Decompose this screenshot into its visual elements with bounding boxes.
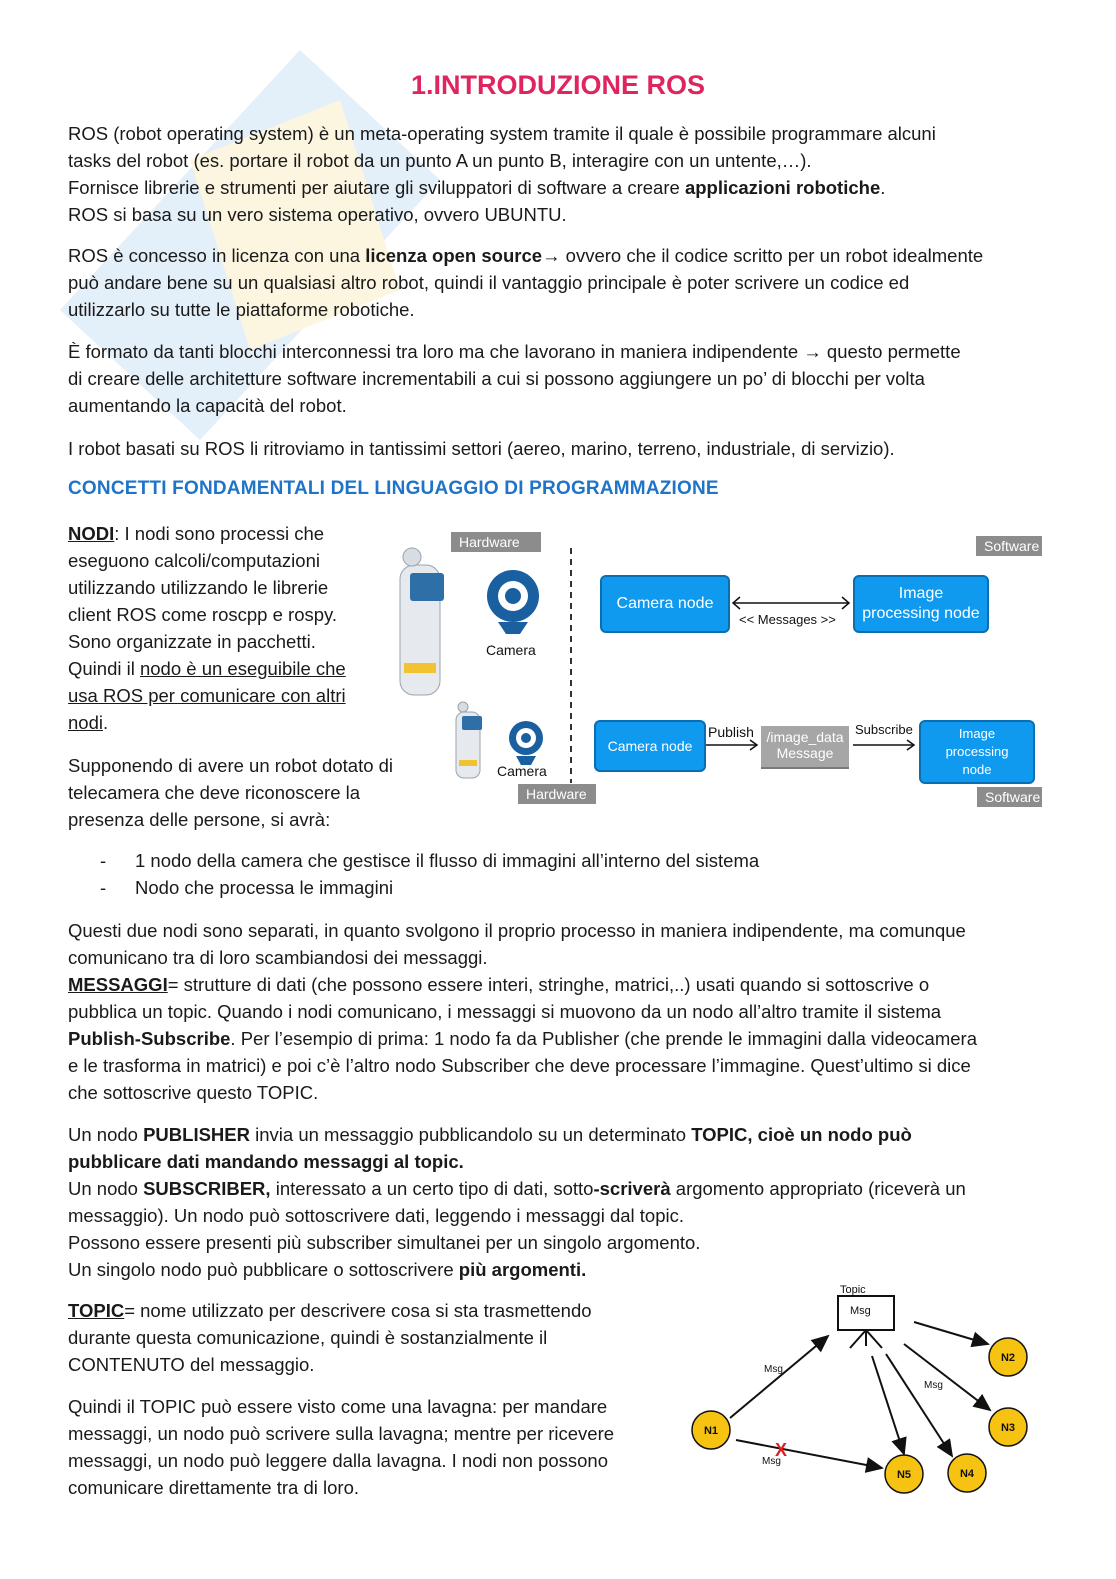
bidirectional-arrow <box>730 594 852 612</box>
svg-text:N3: N3 <box>1000 1422 1016 1434</box>
section-title: CONCETTI FONDAMENTALI DEL LINGUAGGIO DI PROGRAMMAZIONE <box>68 478 719 499</box>
camera-label-top: Camera <box>486 642 536 658</box>
arrow-n1-topic <box>730 1336 828 1418</box>
list-item: - 1 nodo della camera che gestisce il flusso di immagini all’interno del sistema <box>100 847 759 874</box>
nodi-paragraph: NODI: I nodi sono processi che eseguono calcoli/computazioni utilizzando utilizzando le librerie client ROS come roscpp e rospy. Sono organizzate in pacchetti. Quindi il nodo è un eseguibile che usa ROS per comunicare con altri nodi. <box>68 523 346 733</box>
image-processing-node-bottom: Image processing node <box>919 720 1035 784</box>
topic-blackboard-paragraph: Quindi il TOPIC può essere visto come una lavagna: per mandare messaggi, un nodo può scrivere sulla lavagna; mentre per ricevere messaggi, un nodo può leggere dalla lavagna. I nodi non possono comunicare direttamente tra di loro. <box>68 1396 615 1498</box>
topic-paragraph: TOPIC= nome utilizzato per descrivere cosa si sta trasmettendo durante questa comunicazione, quindi è sostanzialmente il CONTENUTO del messaggio. <box>68 1300 592 1375</box>
arrow-topic-n4 <box>886 1354 952 1456</box>
messages-label: << Messages >> <box>739 612 836 627</box>
publish-label: Publish <box>708 724 754 740</box>
blocked-cross-icon: X <box>775 1440 788 1460</box>
arrow-topic-n2 <box>914 1322 988 1344</box>
camera-node-bottom: Camera node <box>594 720 706 772</box>
intro-paragraph-3: È formato da tanti blocchi interconnessi tra loro ma che lavorano in maniera indipendente → questo permette di creare delle architetture software incrementabili a cui si possono aggiungere un po’ di blocchi per volta aumentando la capacità del robot. <box>68 341 961 416</box>
board-msg-label: Msg <box>850 1305 871 1317</box>
software-tag-bottom: Software <box>977 787 1042 807</box>
svg-text:Msg: Msg <box>924 1380 943 1391</box>
arrow-topic-n5 <box>872 1356 904 1454</box>
arrow-n1-n5 <box>736 1440 882 1468</box>
list-item: - Nodo che processa le immagini <box>100 874 759 901</box>
robot-illustration-top <box>390 545 450 705</box>
subscribe-label: Subscribe <box>855 722 913 737</box>
svg-text:N2: N2 <box>1000 1352 1016 1364</box>
intro-paragraph-1: ROS (robot operating system) è un meta-operating system tramite il quale è possibile programmare alcuni tasks del robot (es. portare il robot da un punto A un punto B, interagire con un untente,…). Fornisce librerie e strumenti per aiutare gli sviluppatori di software a creare applicazioni robotiche. ROS si basa su un vero sistema operativo, ovvero UBUNTU. <box>68 123 936 225</box>
supponendo-paragraph: Supponendo di avere un robot dotato di telecamera che deve riconoscere la presenza delle persone, si avrà: <box>68 755 394 830</box>
hardware-tag-top: Hardware <box>451 532 541 552</box>
image-data-message: /image_data Message <box>761 726 849 769</box>
svg-text:N1: N1 <box>703 1425 719 1437</box>
subscribe-arrow <box>851 738 917 752</box>
page-title: 1.INTRODUZIONE ROS <box>410 70 706 100</box>
publish-arrow <box>704 738 760 752</box>
svg-text:Msg: Msg <box>762 1456 781 1467</box>
svg-text:N5: N5 <box>896 1469 912 1481</box>
camera-icon-top <box>484 568 542 638</box>
svg-text:Msg: Msg <box>764 1364 783 1375</box>
intro-paragraph-4: I robot basati su ROS li ritroviamo in tantissimi settori (aereo, marino, terreno, industriale, di servizio). <box>68 438 895 459</box>
svg-text:N4: N4 <box>959 1468 975 1480</box>
hardware-tag-bottom: Hardware <box>518 784 596 804</box>
intro-paragraph-2: ROS è concesso in licenza con una licenza open source→ ovvero che il codice scritto per un robot idealmente può andare bene su un qualsiasi altro robot, quindi il vantaggio principale è poter scrivere un codice ed utilizzarlo su tutte le piattaforme robotiche. <box>68 245 984 320</box>
software-tag-top: Software <box>976 536 1042 556</box>
messaggi-paragraph: Questi due nodi sono separati, in quanto svolgono il proprio processo in maniera indipendente, ma comunque comunicano tra di loro scambiandosi dei messaggi. MESSAGGI= strutture di dati (che possono essere interi, stringhe, matrici,..) usati quando si sottoscrive o pubblica un topic. Quando i nodi comunicano, i messaggi si muovono da un nodo all’altro tramite il sistema Publish-Subscribe. Per l’esempio di prima: 1 nodo fa da Publisher (che prende le immagini dalla videocamera e le trasforma in matrici) e poi c’è l’altro nodo Subscriber che deve processare l’immagine. Quest’ultimo si dice che sottoscrive questo TOPIC. <box>68 920 977 1103</box>
camera-icon-bottom <box>506 720 546 766</box>
topic-diagram <box>686 1282 1036 1504</box>
image-processing-node-top: Image processing node <box>853 575 989 633</box>
camera-label-bottom: Camera <box>497 763 547 779</box>
bullet-list <box>100 847 759 901</box>
pubsub-paragraph: Un nodo PUBLISHER invia un messaggio pubblicandolo su un determinato TOPIC, cioè un nodo può pubblicare dati mandando messaggi al topic. Un nodo SUBSCRIBER, interessato a un certo tipo di dati, sotto-scriverà argomento appropriato (riceverà un messaggio). Un nodo può sottoscrivere dati, leggendo i messaggi dal topic. Possono essere presenti più subscriber simultanei per un singolo argomento. Un singolo nodo può pubblicare o sottoscrivere più argomenti. <box>68 1124 966 1280</box>
topic-label: Topic <box>840 1284 866 1296</box>
robot-illustration-bottom <box>450 700 486 782</box>
dashed-divider <box>565 548 577 783</box>
camera-node-top: Camera node <box>600 575 730 633</box>
